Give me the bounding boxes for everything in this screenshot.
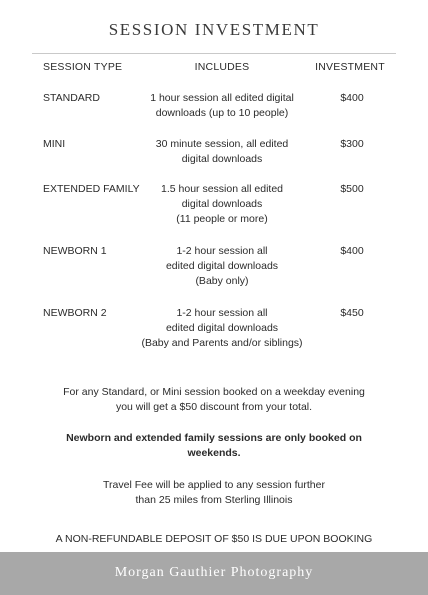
includes-line: (Baby only) [195,275,249,287]
weekend-note [0,431,428,461]
session-type: STANDARD [43,92,100,104]
session-includes [122,137,322,167]
session-includes [122,91,322,121]
title-divider [32,53,396,54]
travel-note [0,478,428,508]
includes-line: digital downloads [181,198,263,210]
discount-note-line: For any Standard, or Mini session booked on a weekday evening [63,386,365,398]
brand-name: Morgan Gauthier Photography [114,565,314,580]
weekend-note-line: Newborn and extended family sessions are only booked on [66,432,362,444]
header-includes: INCLUDES [194,61,250,73]
footer-banner [0,552,428,595]
session-price: $500 [340,183,364,195]
includes-line: 1 hour session all edited digital [150,92,294,104]
header-investment: INVESTMENT [315,61,385,73]
weekend-note-line: weekends. [187,447,241,459]
session-includes [122,182,322,227]
includes-line: (11 people or more) [176,213,268,225]
session-type: NEWBORN 1 [43,245,107,257]
travel-note-line: than 25 miles from Sterling Illinois [135,494,293,506]
includes-line: 30 minute session, all edited [155,138,289,150]
includes-line: 1-2 hour session all [176,245,268,257]
includes-line: 1.5 hour session all edited [161,183,283,195]
deposit-note [0,532,428,547]
discount-note-line: you will get a $50 discount from your total. [115,401,313,413]
session-type: MINI [43,138,66,150]
includes-line: (Baby and Parents and/or siblings) [141,337,303,349]
deposit-note-line: A NON-REFUNDABLE DEPOSIT OF $50 IS DUE UPON BOOKING [55,533,373,545]
includes-line: digital downloads [181,153,263,165]
includes-line: 1-2 hour session all [176,307,268,319]
page-title: SESSION INVESTMENT [108,20,320,39]
travel-note-line: Travel Fee will be applied to any session further [103,479,325,491]
discount-note [0,385,428,415]
includes-line: edited digital downloads [165,322,279,334]
session-type: EXTENDED FAMILY [43,183,140,195]
session-price: $300 [340,138,364,150]
includes-line: downloads (up to 10 people) [155,107,289,119]
session-price: $400 [340,92,364,104]
header-session-type: SESSION TYPE [43,61,123,73]
session-includes [122,306,322,351]
includes-line: edited digital downloads [165,260,279,272]
session-type: NEWBORN 2 [43,307,107,319]
session-price: $400 [340,245,364,257]
session-includes [122,244,322,289]
session-price: $450 [340,307,364,319]
